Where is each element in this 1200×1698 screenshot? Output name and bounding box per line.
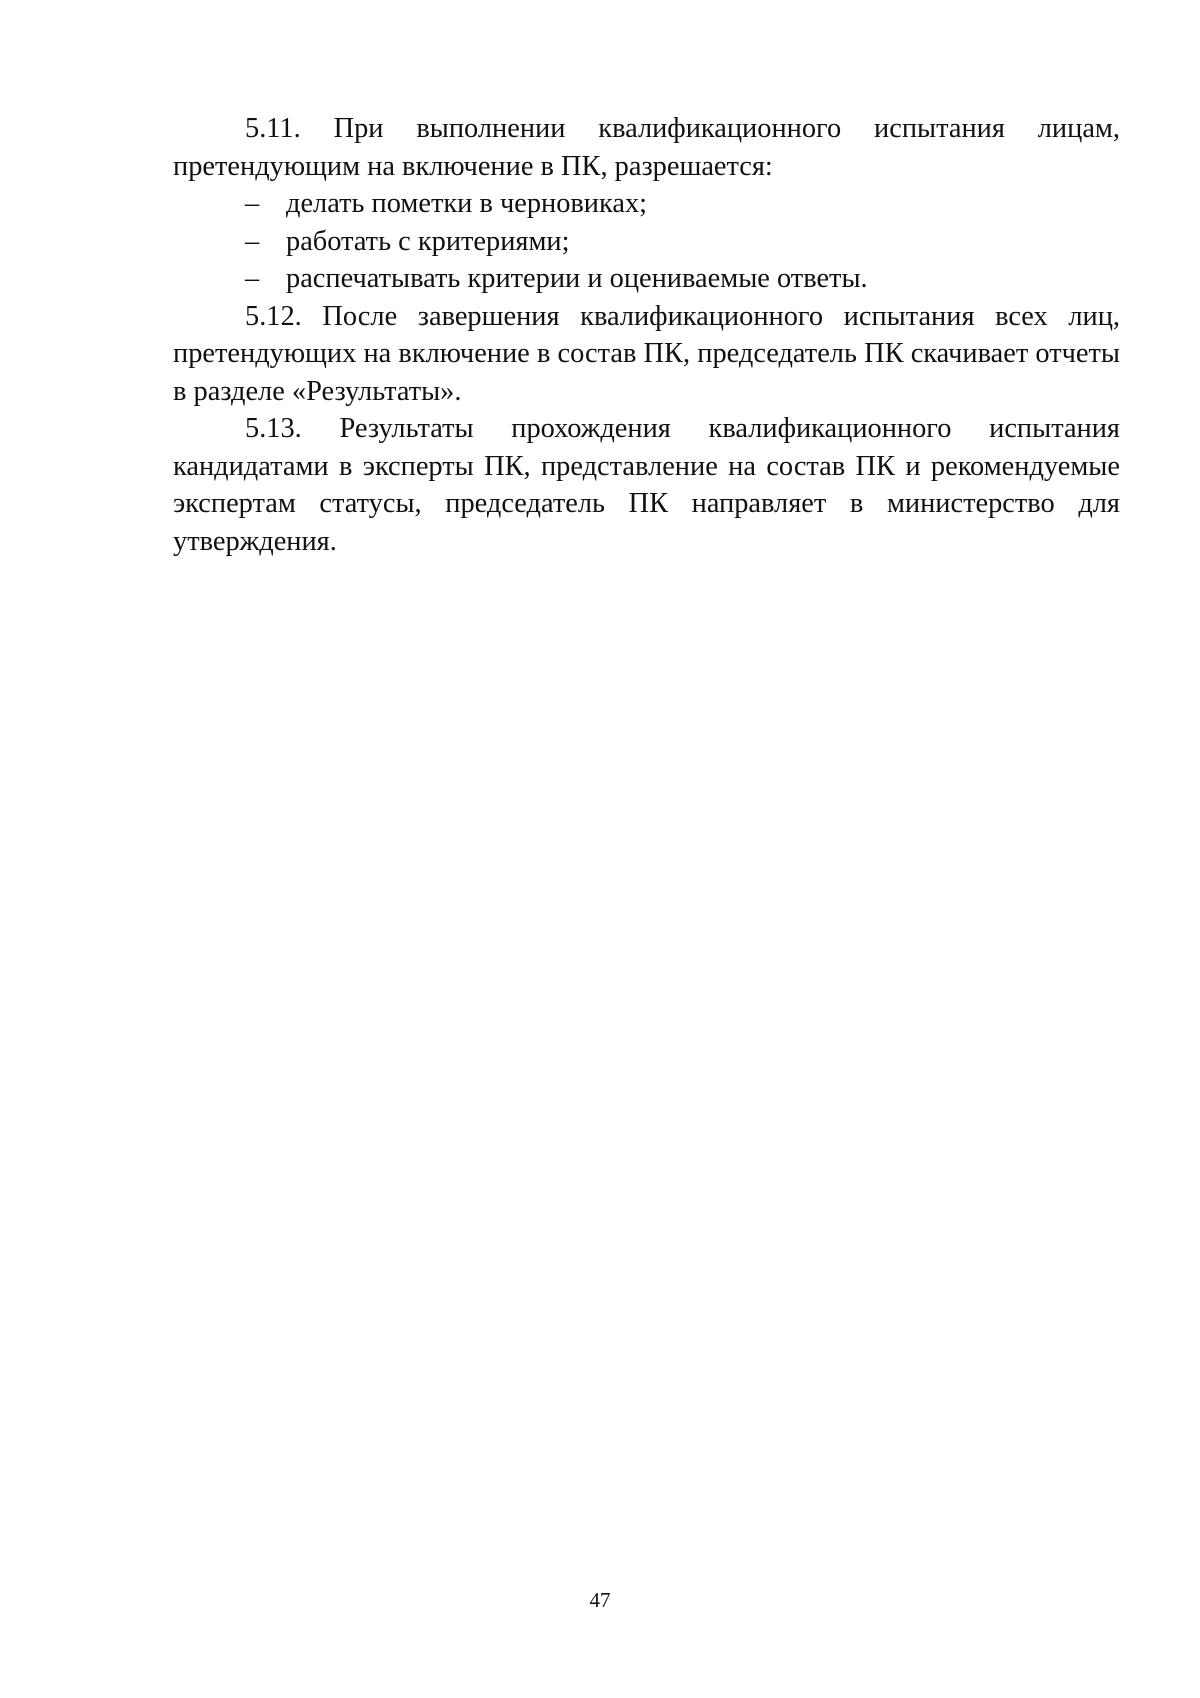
list-item-text: делать пометки в черновиках; bbox=[286, 188, 648, 219]
bullet-dash: – bbox=[245, 263, 260, 294]
list-item bbox=[173, 185, 1120, 223]
list-item bbox=[173, 260, 1120, 298]
bullet-dash: – bbox=[245, 188, 260, 219]
paragraph-5-11: 5.11. При выполнении квалификационного испытания лицам, претендующим на включение в ПК, разрешается: bbox=[173, 113, 1120, 182]
paragraph-5-12: 5.12. После завершения квалификационного испытания всех лиц, претендующих на включение в состав ПК, председатель ПК скачивает отчеты в разделе «Результаты». bbox=[173, 300, 1120, 407]
page-body bbox=[173, 110, 1120, 560]
list-item bbox=[173, 223, 1120, 261]
page-number: 47 bbox=[589, 1588, 611, 1612]
list-item-text: работать с критериями; bbox=[286, 225, 570, 257]
list-item-text: распечатывать критерии и оцениваемые ответы. bbox=[286, 263, 868, 294]
permitted-actions-list bbox=[173, 185, 1120, 298]
bullet-dash: – bbox=[245, 225, 260, 257]
paragraph-5-13: 5.13. Результаты прохождения квалификационного испытания кандидатами в эксперты ПК, представление на состав ПК и рекомендуемые экспертам статусы, председатель ПК направляет в министерство для утверждения. bbox=[173, 413, 1120, 557]
